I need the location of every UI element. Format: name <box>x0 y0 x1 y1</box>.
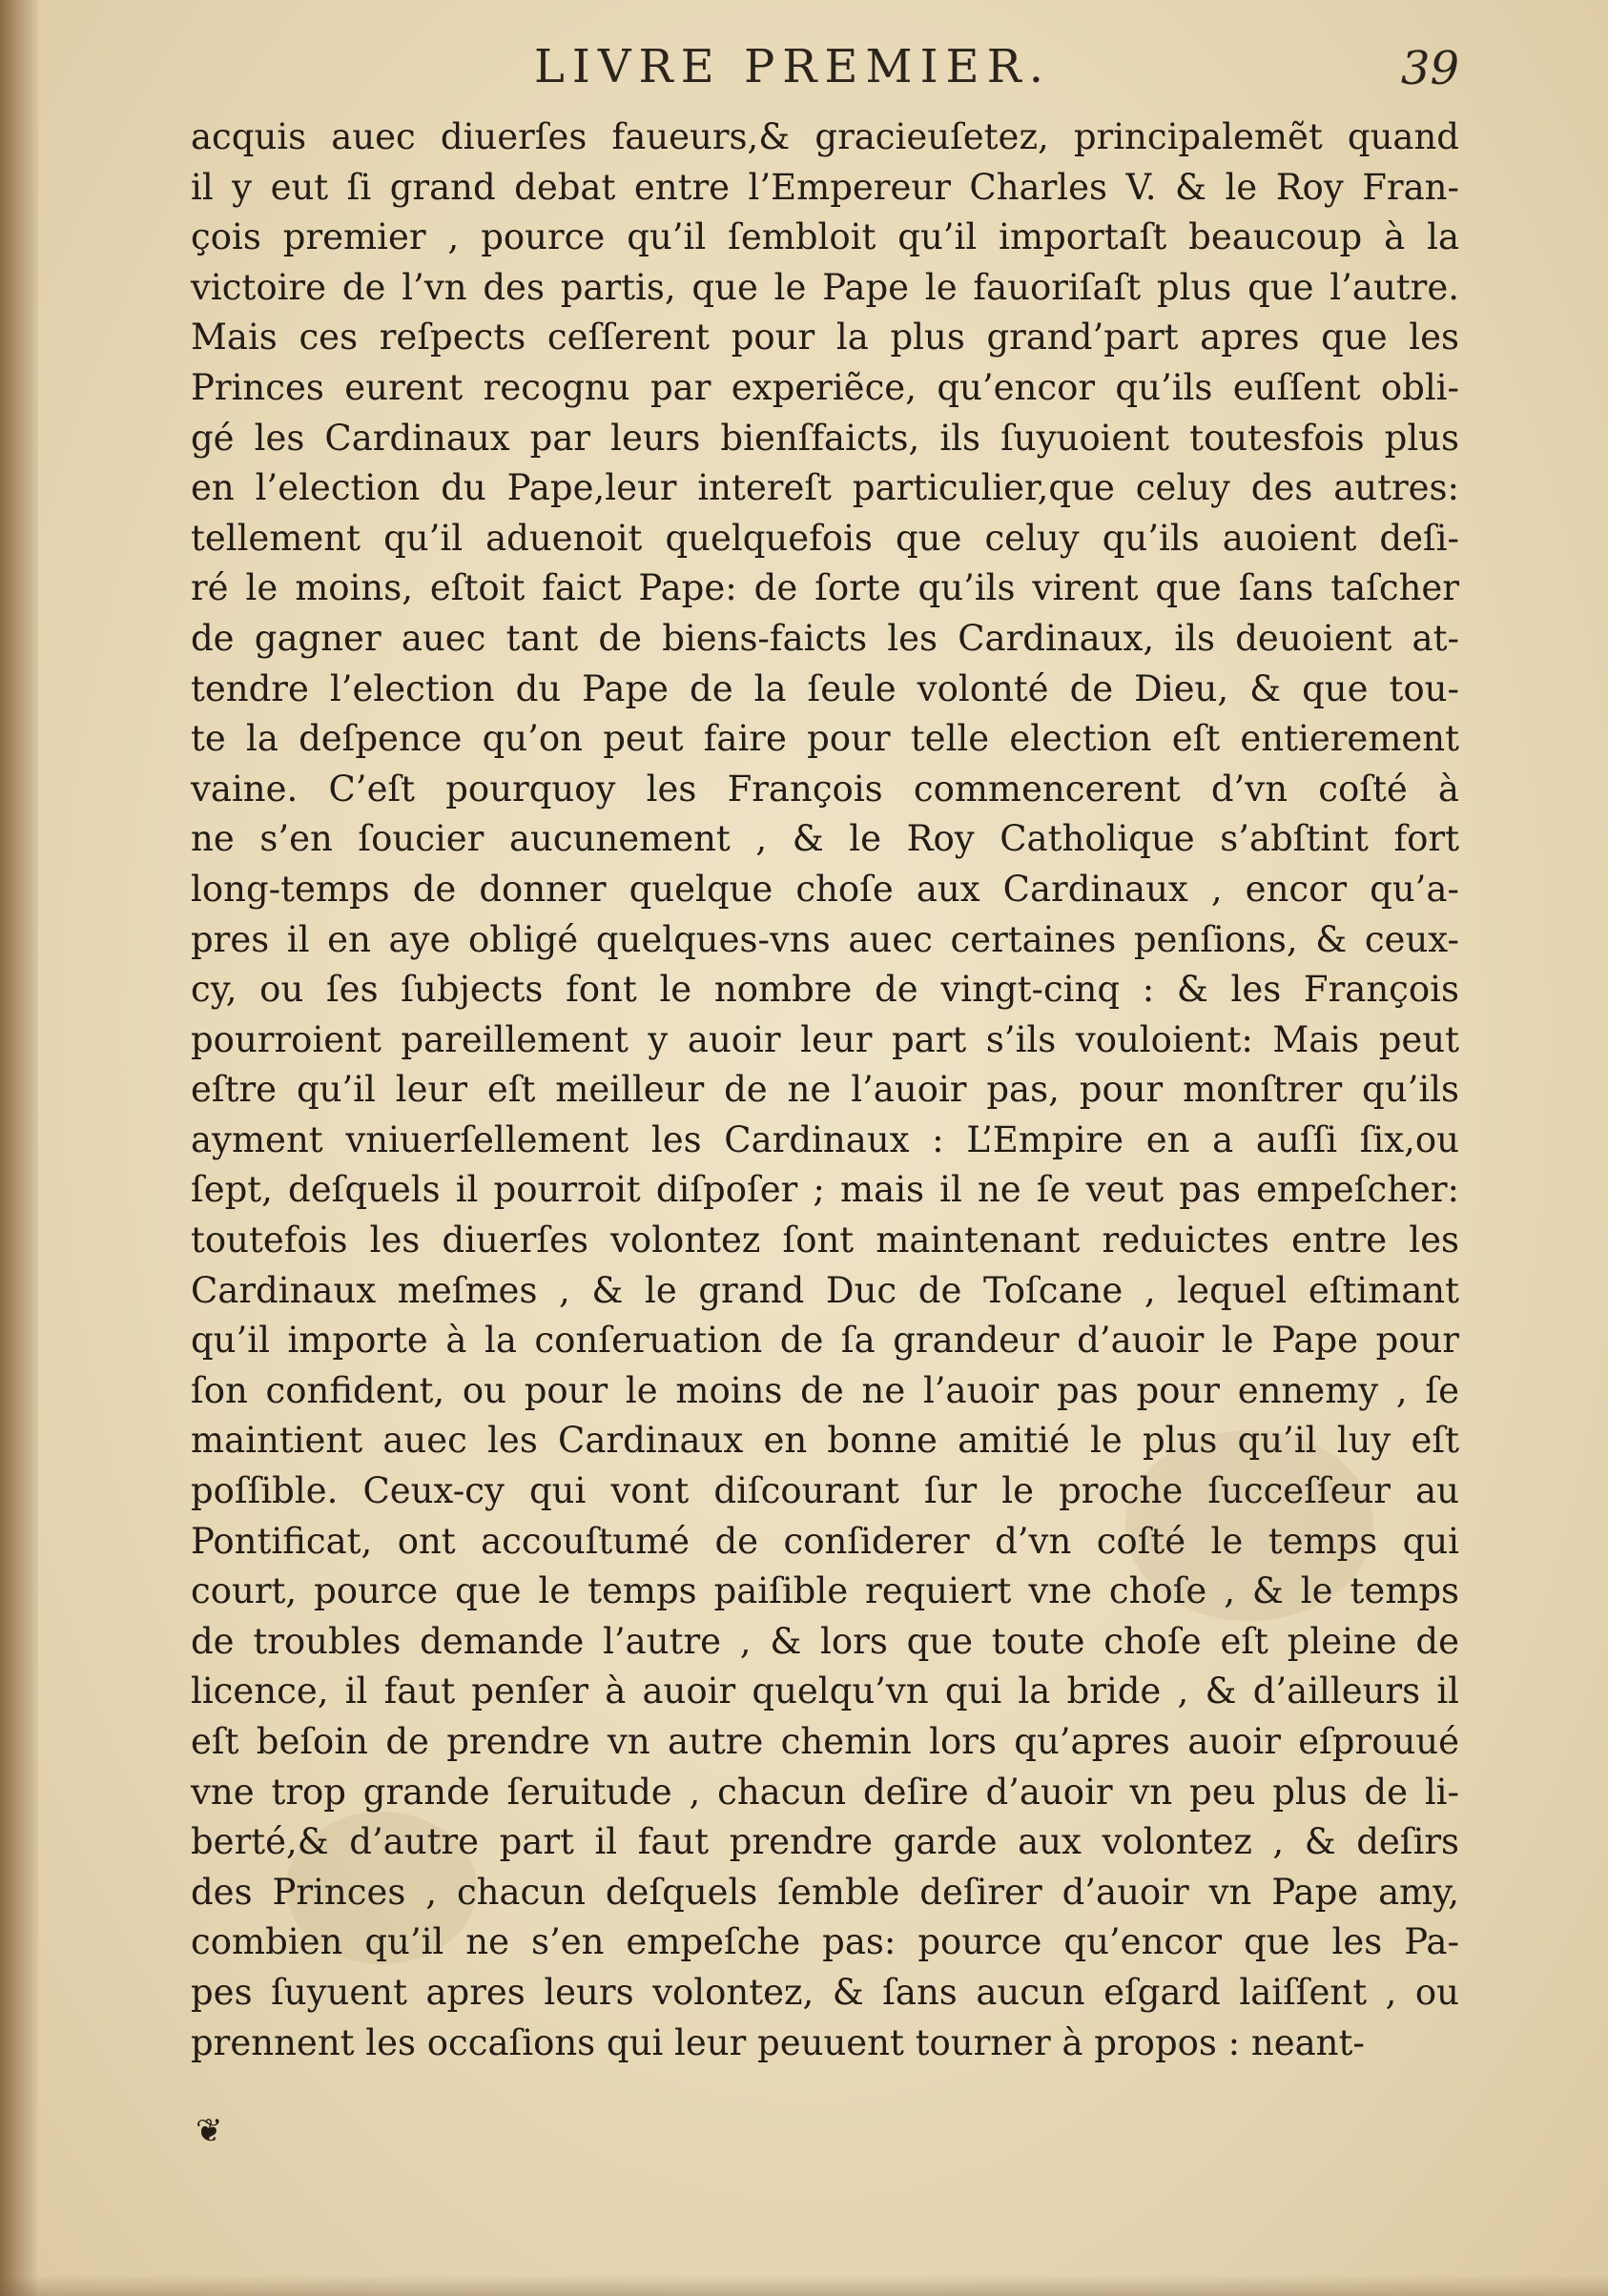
text-line: toutefois les diuerſes volontez ſont maintenant reduictes entre les <box>191 1220 1459 1261</box>
text-line: ſon confident, ou pour le moins de ne l’auoir pas pour ennemy , ſe <box>191 1369 1459 1411</box>
text-line: ré le moins, eſtoit faict Pape: de ſorte qu’ils virent que ſans taſcher <box>191 567 1459 609</box>
text-line: eſtre qu’il leur eſt meilleur de ne l’auoir pas, pour monſtrer qu’ils <box>191 1069 1459 1111</box>
text-line: combien qu’il ne s’en empeſche pas: pource qu’encor que les Pa- <box>191 1921 1459 1963</box>
text-line: des Princes , chacun deſquels ſemble deſirer d’auoir vn Pape amy, <box>191 1871 1459 1913</box>
running-title: LIVRE PREMIER. <box>534 40 1051 93</box>
text-line: court, pource que le temps paiſible requiert vne choſe , & le temps <box>191 1570 1459 1612</box>
text-line: licence, il faut penſer à auoir quelqu’vn qui la bride , & d’ailleurs il <box>191 1671 1459 1712</box>
text-line: maintient auec les Cardinaux en bonne amitié le plus qu’il luy eſt <box>191 1420 1459 1462</box>
text-line: tellement qu’il aduenoit quelquefois que celuy qu’ils auoient deſi- <box>191 517 1459 559</box>
text-line: long-temps de donner quelque choſe aux Cardinaux , encor qu’a- <box>191 868 1459 910</box>
text-line: cy, ou ſes ſubjects font le nombre de vingt-cinq : & les François <box>191 969 1459 1011</box>
body-text <box>191 113 1459 2068</box>
text-line: Cardinaux meſmes , & le grand Duc de Toſcane , lequel eſtimant <box>191 1269 1459 1311</box>
text-line: qu’il importe à la conſeruation de ſa grandeur d’auoir le Pape pour <box>191 1320 1459 1362</box>
page-number: 39 <box>1400 42 1459 95</box>
text-line: prennent les occaſions qui leur peuuent tourner à propos : neant- <box>191 2021 1365 2063</box>
text-line: vaine. C’eſt pourquoy les François commencerent d’vn coſté à <box>191 768 1459 810</box>
text-line: gé les Cardinaux par leurs bienſfaicts, ils ſuyuoient toutesfois plus <box>191 417 1459 459</box>
text-line: en l’election du Pape,leur intereſt particulier,que celuy des autres: <box>191 467 1459 509</box>
text-line: victoire de l’vn des partis, que le Pape le fauoriſaſt plus que l’autre. <box>191 266 1459 308</box>
text-line: acquis auec diuerſes faueurs,& gracieuſetez, principalemẽt quand <box>191 116 1459 157</box>
text-line: Princes eurent recognu par experiẽce, qu’encor qu’ils euſſent obli- <box>191 366 1459 408</box>
text-line: de gagner auec tant de biens-faicts les Cardinaux, ils deuoient at- <box>191 617 1459 659</box>
text-line: il y eut ſi grand debat entre l’Empereur Charles V. & le Roy Fran- <box>191 166 1459 208</box>
text-line: ayment vniuerſellement les Cardinaux : L’Empire en a auſſi ſix,ou <box>191 1118 1459 1160</box>
text-line: pes ſuyuent apres leurs volontez, & ſans aucun eſgard laiſſent , ou <box>191 1971 1459 2013</box>
page-bottom-edge <box>0 2275 1608 2296</box>
text-line: eſt beſoin de prendre vn autre chemin lors qu’apres auoir eſprouué <box>191 1721 1459 1762</box>
text-line: poſſible. Ceux-cy qui vont diſcourant ſur le proche ſucceſſeur au <box>191 1470 1459 1512</box>
text-line: te la deſpence qu’on peut faire pour telle election eſt entierement <box>191 718 1459 760</box>
running-header <box>191 29 1459 97</box>
text-line: ſept, deſquels il pourroit diſpoſer ; mais il ne ſe veut pas empeſcher: <box>191 1169 1459 1211</box>
text-line: ne s’en ſoucier aucunement , & le Roy Catholique s’abſtint fort <box>191 818 1459 860</box>
text-line: de troubles demande l’autre , & lors que toute choſe eſt pleine de <box>191 1620 1459 1662</box>
text-line: tendre l’election du Pape de la ſeule volonté de Dieu, & que tou- <box>191 667 1459 709</box>
page-binding-edge <box>0 0 38 2296</box>
fleuron-ornament: ❦ <box>196 2112 223 2150</box>
text-line: pres il en aye obligé quelques-vns auec certaines penſions, & ceux- <box>191 918 1459 960</box>
text-line: pourroient pareillement y auoir leur part s’ils vouloient: Mais peut <box>191 1018 1459 1060</box>
text-line: Mais ces reſpects ceſſerent pour la plus grand’part apres que les <box>191 317 1459 359</box>
text-line: berté,& d’autre part il faut prendre garde aux volontez , & deſirs <box>191 1821 1459 1863</box>
text-line: vne trop grande ſeruitude , chacun deſire d’auoir vn peu plus de li- <box>191 1771 1459 1813</box>
text-line: çois premier , pource qu’il ſembloit qu’il importaſt beaucoup à la <box>191 216 1459 258</box>
text-line: Pontificat, ont accouſtumé de conſiderer d’vn coſté le temps qui <box>191 1520 1459 1562</box>
